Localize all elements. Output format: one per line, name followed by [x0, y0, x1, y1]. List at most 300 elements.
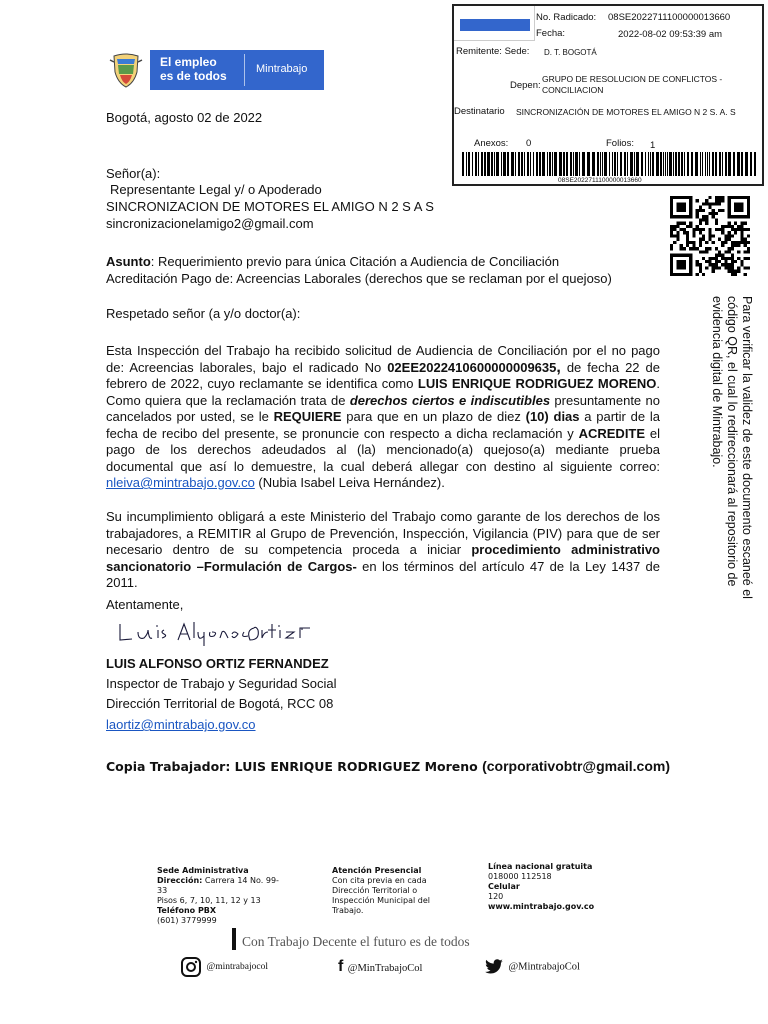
barcode-bar [582, 152, 585, 176]
logo-divider [244, 54, 245, 86]
barcode-bar [570, 152, 572, 176]
qr-module [680, 228, 683, 231]
qr-module [708, 238, 711, 241]
barcode-bar [627, 152, 628, 176]
qr-module [715, 257, 718, 260]
radicado-fecha-value: 2022-08-02 09:53:39 am [618, 29, 723, 40]
qr-module [673, 225, 676, 228]
qr-module [708, 231, 711, 234]
barcode-bar [719, 152, 721, 176]
qr-module [705, 247, 708, 250]
barcode-bar [667, 152, 668, 176]
qr-module [715, 260, 718, 263]
qr-module [728, 270, 731, 273]
qr-module [699, 241, 702, 244]
barcode-bar [663, 152, 664, 176]
barcode-bar [487, 152, 490, 176]
qr-module [712, 202, 715, 205]
barcode-bar [559, 152, 562, 176]
qr-module [670, 231, 673, 234]
qr-module [699, 209, 702, 212]
barcode-bar [634, 152, 635, 176]
barcode-bar [604, 152, 607, 176]
stamp-logo-area [454, 6, 535, 41]
qr-module [734, 222, 737, 225]
qr-module [744, 222, 747, 225]
qr-module [708, 257, 711, 260]
qr-module [692, 234, 695, 237]
barcode-bar [754, 152, 756, 176]
qr-module [737, 270, 740, 273]
qr-module [747, 247, 750, 250]
qr-module [696, 228, 699, 231]
subject-line [106, 254, 559, 271]
place-date: Bogotá, agosto 02 de 2022 [106, 110, 263, 125]
qr-module [728, 266, 731, 269]
qr-module [712, 270, 715, 273]
handwritten-signature [116, 618, 316, 648]
signer-name: LUIS ALFONSO ORTIZ FERNANDEZ [106, 656, 329, 671]
qr-module [699, 244, 702, 247]
recipient-line-2: SINCRONIZACION DE MOTORES EL AMIGO N 2 S A S [106, 199, 434, 214]
qr-module [699, 228, 702, 231]
twitter-link[interactable]: @MintrabajoCol [484, 958, 580, 976]
barcode-bar [592, 152, 595, 176]
barcode-bar [700, 152, 701, 176]
paragraph-1: Esta Inspección del Trabajo ha recibido solicitud de Audiencia de Conciliación por el no pago de: Acreencias laborales, bajo el radicado No 02EE2022410600000009635, de fecha 22 de febrero de 2022, cuyo reclamante se identifica como LUIS ENRIQUE RODRIGUEZ MORENO. Como quiera que la reclamación trata de derechos ciertos e indiscutibles presuntamente no cancelados por usted, se le REQUIERE para que en un plazo de diez (10) dias a partir de la fecha de recibo del presente, se pronuncie con respecto a dicha reclamación y ACREDITE el pago de los derechos adeudados al (la) mencionado(a) quejoso(a) mediante prueba documental que así lo demuestre, la cual deberá allegar con destino al siguiente correo: nleiva@mintrabajo.gov.co (Nubia Isabel Leiva Hernández). [106, 343, 660, 490]
anexos-label: Anexos: [474, 138, 509, 149]
qr-module [702, 218, 705, 221]
qr-module [740, 260, 743, 263]
qr-module [670, 225, 673, 228]
qr-module [705, 260, 708, 263]
barcode-bar [681, 152, 683, 176]
qr-module [721, 241, 724, 244]
qr-module [696, 215, 699, 218]
qr-module [680, 244, 683, 247]
qr-module [747, 241, 750, 244]
barcode-bar [636, 152, 639, 176]
qr-module [728, 257, 731, 260]
barcode-bar [524, 152, 525, 176]
qr-module [708, 263, 711, 266]
footer-atencion: Atención Presencial Con cita previa en cada Dirección Territorial o Inspección Municipal del Trabajo. [332, 866, 430, 915]
barcode-bar [511, 152, 514, 176]
qr-module [721, 231, 724, 234]
rights-emphasis: derechos ciertos e indiscutibles [349, 392, 551, 408]
greeting: Respetado señor (a y/o doctor(a): [106, 306, 301, 321]
qr-module [702, 273, 705, 276]
qr-module [734, 260, 737, 263]
barcode-bar [478, 152, 479, 176]
qr-module [734, 244, 737, 247]
barcode-bar [501, 152, 502, 176]
qr-module [705, 199, 708, 202]
qr-module [708, 212, 711, 215]
barcode-bar [725, 152, 727, 176]
qr-module [699, 238, 702, 241]
qr-module [712, 241, 715, 244]
barcode-bar [684, 152, 685, 176]
qr-module [696, 225, 699, 228]
qr-module [731, 263, 734, 266]
barcode-bar [563, 152, 565, 176]
barcode-bar [712, 152, 714, 176]
qr-module [712, 263, 715, 266]
barcode-bar [620, 152, 622, 176]
qr-module [731, 273, 734, 276]
qr-module [721, 196, 724, 199]
instagram-link[interactable]: @mintrabajocol [180, 956, 268, 978]
qr-module [731, 260, 734, 263]
qr-module [699, 222, 702, 225]
qr-module [724, 238, 727, 241]
qr-module [715, 222, 718, 225]
barcode-bar [715, 152, 717, 176]
qr-module [702, 257, 705, 260]
qr-module [702, 215, 705, 218]
barcode-bar [614, 152, 616, 176]
qr-module [728, 263, 731, 266]
instagram-icon [180, 956, 202, 978]
qr-module [708, 202, 711, 205]
barcode-bar [518, 152, 520, 176]
qr-module [686, 244, 689, 247]
contact-email-link[interactable]: nleiva@mintrabajo.gov.co [106, 475, 255, 490]
stamp-mini-logo [460, 19, 530, 31]
qr-module [734, 228, 737, 231]
footer-website[interactable]: www.mintrabajo.gov.co [488, 902, 595, 911]
barcode-bar [728, 152, 731, 176]
qr-module [744, 238, 747, 241]
qr-module [740, 228, 743, 231]
qr-module [702, 234, 705, 237]
qr-module [683, 247, 686, 250]
qr-module [689, 222, 692, 225]
barcode-bar [515, 152, 516, 176]
qr-module [744, 266, 747, 269]
qr-module [676, 238, 679, 241]
twitter-icon [484, 959, 504, 975]
qr-module [696, 273, 699, 276]
qr-module [696, 260, 699, 263]
qr-module [686, 231, 689, 234]
qr-module [712, 257, 715, 260]
qr-module [699, 266, 702, 269]
qr-module [731, 247, 734, 250]
qr-module [718, 199, 721, 202]
remitente-label: Remitente: Sede: [456, 46, 530, 57]
barcode-bar [530, 152, 531, 176]
barcode-bar [468, 152, 470, 176]
signer-title-1: Inspector de Trabajo y Seguridad Social [106, 676, 337, 691]
qr-module [708, 260, 711, 263]
barcode-bar [542, 152, 545, 176]
qr-module [731, 228, 734, 231]
paragraph-2: Su incumplimiento obligará a este Ministerio del Trabajo como garante de los derechos de los trabajadores, a REMITIR al Grupo de Prevención, Inspección, Vigilancia (PIV) para que de ser necesario dentro de su competencia proceda a iniciar procedimiento administrativo sancionatorio –Formulación de Cargos- en los términos del artículo 47 de la Ley 1437 de 2011. [106, 509, 660, 590]
qr-module [721, 244, 724, 247]
barcode-bar [472, 152, 473, 176]
barcode-bar [665, 152, 666, 176]
coat-of-arms-icon [106, 50, 146, 90]
qr-module [718, 202, 721, 205]
qr-module [731, 244, 734, 247]
barcode-bar [722, 152, 723, 176]
barcode-bar [733, 152, 735, 176]
qr-module [740, 263, 743, 266]
barcode-bar [539, 152, 541, 176]
qr-module [705, 266, 708, 269]
qr-module [696, 263, 699, 266]
facebook-link[interactable]: f @MinTrabajoCol [338, 958, 423, 975]
qr-module [715, 263, 718, 266]
barcode-bar [669, 152, 672, 176]
barcode-bar [579, 152, 580, 176]
barcode-bar [709, 152, 710, 176]
qr-module [705, 222, 708, 225]
qr-module [670, 247, 673, 250]
barcode-bar [678, 152, 680, 176]
qr-module [676, 234, 679, 237]
remitente-value: D. T. BOGOTÁ [544, 48, 597, 57]
qr-module [699, 270, 702, 273]
barcode-bar [702, 152, 703, 176]
barcode-bar [552, 152, 553, 176]
qr-module [731, 241, 734, 244]
accreditation-line: Acreditación Pago de: Acreencias Laborales (derechos que se reclaman por el quejoso) [106, 271, 612, 286]
qr-module [734, 241, 737, 244]
qr-module [728, 225, 731, 228]
qr-module [712, 215, 715, 218]
qr-module [744, 244, 747, 247]
barcode-bar [491, 152, 493, 176]
qr-module [670, 228, 673, 231]
qr-module [724, 225, 727, 228]
qr-module [721, 257, 724, 260]
destinatario-value: SINCRONIZACIÓN DE MOTORES EL AMIGO N 2 S. A. S [516, 107, 736, 117]
qr-module [696, 209, 699, 212]
qr-module [712, 234, 715, 237]
qr-module [702, 238, 705, 241]
barcode-bar [673, 152, 674, 176]
barcode-bar [566, 152, 568, 176]
qr-module [712, 209, 715, 212]
qr-module [683, 222, 686, 225]
qr-module [696, 247, 699, 250]
footer-linea: Línea nacional gratuita 018000 112518 Celular 120 www.mintrabajo.gov.co [488, 862, 595, 911]
qr-module [718, 266, 721, 269]
qr-module [699, 206, 702, 209]
barcode-bar [656, 152, 659, 176]
qr-module [747, 257, 750, 260]
barcode-bar [573, 152, 574, 176]
radicado-stamp [452, 4, 764, 186]
barcode-bar [521, 152, 523, 176]
barcode-bar [612, 152, 613, 176]
qr-module [728, 250, 731, 253]
signer-email-link[interactable]: laortiz@mintrabajo.gov.co [106, 717, 256, 732]
qr-module [702, 209, 705, 212]
qr-module [676, 202, 686, 212]
barcode-bar [496, 152, 499, 176]
folios-label: Folios: [606, 138, 634, 149]
qr-module [740, 234, 743, 237]
verification-note: Para verificar la validez de este documento escaneé el código QR, el cual lo redireccionará al repositorio de evidencia digital de Mintrabajo. [710, 296, 754, 599]
footer-sede: Sede Administrativa Dirección: Carrera 14 No. 99-33 Pisos 6, 7, 10, 11, 12 y 13 Teléfono PBX (601) 3779999 [157, 866, 279, 925]
barcode-bar [691, 152, 693, 176]
barcode-bar [600, 152, 601, 176]
qr-module [692, 247, 695, 250]
qr-module [721, 254, 724, 257]
claimant-name: LUIS ENRIQUE RODRIGUEZ MORENO [417, 376, 657, 391]
qr-module [708, 234, 711, 237]
logo-slogan: El empleo es de todos [160, 55, 227, 83]
barcode-bar [602, 152, 603, 176]
barcode-bar [741, 152, 743, 176]
qr-module [724, 250, 727, 253]
qr-module [689, 247, 692, 250]
qr-module [708, 247, 711, 250]
qr-module [721, 209, 724, 212]
radicado-no-label: No. Radicado: [536, 12, 597, 23]
qr-module [731, 234, 734, 237]
qr-module [731, 257, 734, 260]
anexos-value: 0 [526, 138, 532, 149]
qr-module [728, 247, 731, 250]
copy-worker-line: Copia Trabajador: LUIS ENRIQUE RODRIGUEZ Moreno (corporativobtr@gmail.com) [106, 758, 670, 774]
mintrabajo-logo [106, 50, 324, 90]
qr-module [740, 225, 743, 228]
barcode-bar [645, 152, 646, 176]
qr-module [734, 270, 737, 273]
qr-module [699, 250, 702, 253]
barcode-bar [507, 152, 509, 176]
qr-module [744, 241, 747, 244]
barcode-bar [652, 152, 654, 176]
qr-module [712, 266, 715, 269]
qr-module [708, 228, 711, 231]
subject-label: Asunto [106, 254, 151, 269]
qr-module [747, 250, 750, 253]
barcode-bar [481, 152, 483, 176]
barcode-bar [575, 152, 578, 176]
qr-module [715, 266, 718, 269]
depen-label: Depen: [510, 80, 541, 91]
slogan-bar [232, 928, 236, 950]
barcode-bar [617, 152, 618, 176]
depen-value-1: GRUPO DE RESOLUCION DE CONFLICTOS - [542, 74, 723, 84]
qr-module [676, 222, 679, 225]
barcode-text: 08SE2022711100000013660 [558, 177, 642, 184]
barcode-bar [675, 152, 677, 176]
qr-module [744, 228, 747, 231]
qr-code[interactable] [670, 196, 750, 276]
qr-module [699, 263, 702, 266]
barcode-bar [475, 152, 477, 176]
barcode-bar [547, 152, 548, 176]
radicado-no-value: 08SE2022711100000013660 [608, 12, 731, 23]
barcode-bar [660, 152, 662, 176]
qr-module [683, 231, 686, 234]
qr-module [670, 244, 673, 247]
qr-module [718, 260, 721, 263]
qr-module [715, 199, 718, 202]
barcode-bar [503, 152, 506, 176]
qr-module [737, 228, 740, 231]
qr-module [737, 250, 740, 253]
barcode-bar [750, 152, 752, 176]
qr-module [740, 238, 743, 241]
qr-module [728, 234, 731, 237]
destinatario-label: Destinatario [454, 106, 505, 117]
qr-module [721, 228, 724, 231]
qr-module [692, 228, 695, 231]
qr-module [708, 196, 711, 199]
qr-module [686, 238, 689, 241]
qr-module [734, 273, 737, 276]
qr-module [740, 222, 743, 225]
qr-module [686, 241, 689, 244]
qr-module [715, 218, 718, 221]
barcode-bar [549, 152, 551, 176]
qr-module [737, 225, 740, 228]
barcode-bar [641, 152, 643, 176]
qr-module [676, 225, 679, 228]
qr-module [696, 212, 699, 215]
barcode-bar [630, 152, 633, 176]
qr-module [715, 247, 718, 250]
qr-module [680, 222, 683, 225]
qr-module [689, 225, 692, 228]
barcode-bar [554, 152, 557, 176]
qr-module [744, 257, 747, 260]
qr-module [702, 228, 705, 231]
qr-module [692, 241, 695, 244]
barcode-bar [527, 152, 529, 176]
qr-module [718, 196, 721, 199]
qr-module [699, 218, 702, 221]
qr-module [731, 254, 734, 257]
qr-module [705, 215, 708, 218]
qr-module [734, 202, 744, 212]
barcode-bar [597, 152, 599, 176]
barcode-bar [695, 152, 698, 176]
qr-module [718, 238, 721, 241]
qr-module [724, 266, 727, 269]
qr-module [680, 247, 683, 250]
qr-module [724, 257, 727, 260]
barcode [462, 152, 758, 176]
qr-module [715, 228, 718, 231]
qr-module [673, 241, 676, 244]
barcode-bar [466, 152, 467, 176]
qr-module [728, 222, 731, 225]
barcode-bar [484, 152, 486, 176]
qr-module [747, 266, 750, 269]
qr-module [705, 250, 708, 253]
qr-module [705, 202, 708, 205]
qr-module [737, 241, 740, 244]
qr-module [731, 266, 734, 269]
qr-module [724, 260, 727, 263]
qr-module [689, 241, 692, 244]
qr-module [699, 231, 702, 234]
qr-module [721, 263, 724, 266]
closing: Atentamente, [106, 597, 184, 612]
barcode-bar [745, 152, 748, 176]
qr-module [676, 231, 679, 234]
qr-module [692, 231, 695, 234]
